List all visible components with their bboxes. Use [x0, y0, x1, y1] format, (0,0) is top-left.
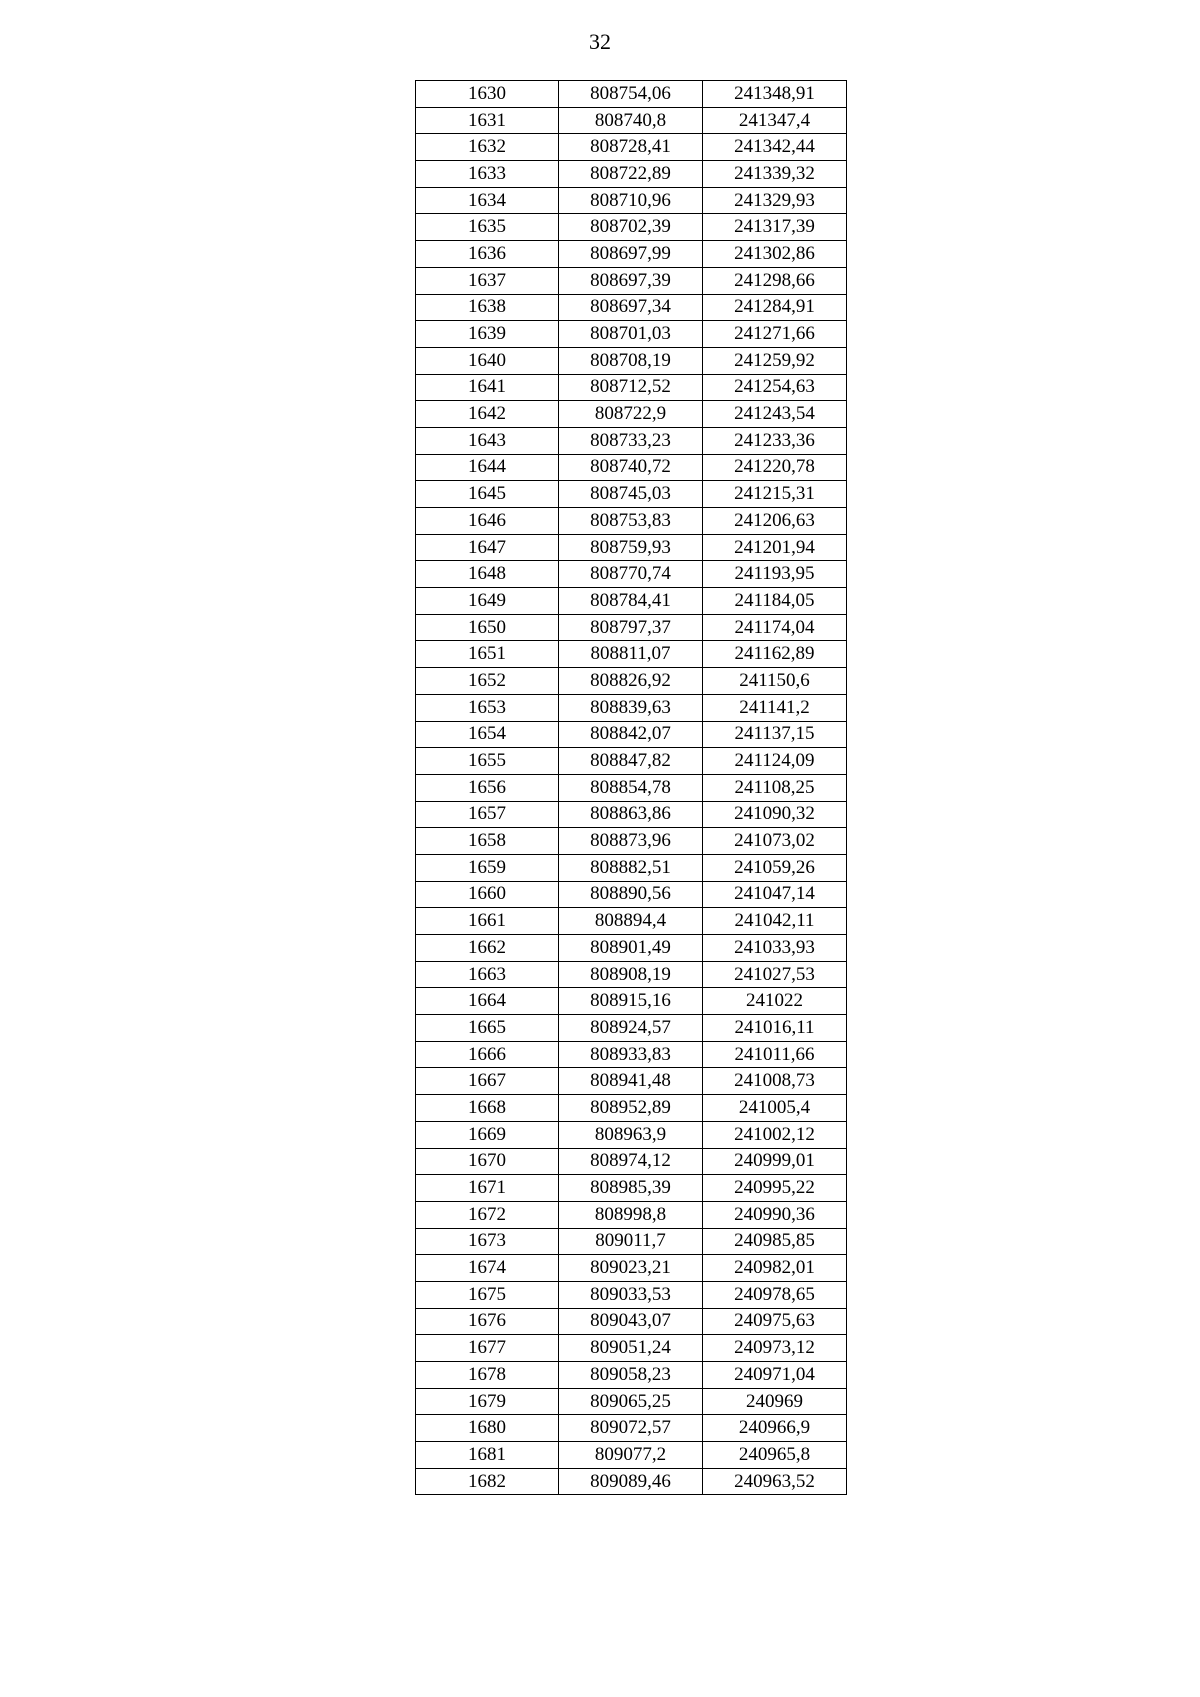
x-coordinate-cell: 808839,63 — [559, 694, 703, 721]
point-number-cell: 1639 — [416, 321, 559, 348]
x-coordinate-cell: 809065,25 — [559, 1388, 703, 1415]
point-number-cell: 1650 — [416, 614, 559, 641]
y-coordinate-cell: 241348,91 — [703, 81, 847, 108]
table-row — [416, 1148, 847, 1175]
x-coordinate-cell: 808863,86 — [559, 801, 703, 828]
point-number-cell: 1636 — [416, 241, 559, 268]
y-coordinate-cell: 241027,53 — [703, 961, 847, 988]
x-coordinate-cell: 808740,8 — [559, 107, 703, 134]
point-number-cell: 1632 — [416, 134, 559, 161]
y-coordinate-cell: 241329,93 — [703, 187, 847, 214]
y-coordinate-cell: 240999,01 — [703, 1148, 847, 1175]
table-row — [416, 1281, 847, 1308]
table-row — [416, 881, 847, 908]
point-number-cell: 1652 — [416, 668, 559, 695]
point-number-cell: 1651 — [416, 641, 559, 668]
x-coordinate-cell: 808985,39 — [559, 1175, 703, 1202]
x-coordinate-cell: 808901,49 — [559, 935, 703, 962]
point-number-cell: 1640 — [416, 347, 559, 374]
x-coordinate-cell: 808924,57 — [559, 1015, 703, 1042]
point-number-cell: 1679 — [416, 1388, 559, 1415]
table-row — [416, 1442, 847, 1469]
table-row — [416, 774, 847, 801]
point-number-cell: 1642 — [416, 401, 559, 428]
point-number-cell: 1673 — [416, 1228, 559, 1255]
y-coordinate-cell: 241137,15 — [703, 721, 847, 748]
table-row — [416, 1415, 847, 1442]
y-coordinate-cell: 241284,91 — [703, 294, 847, 321]
table-row — [416, 534, 847, 561]
point-number-cell: 1641 — [416, 374, 559, 401]
table-row — [416, 134, 847, 161]
point-number-cell: 1681 — [416, 1442, 559, 1469]
point-number-cell: 1659 — [416, 854, 559, 881]
x-coordinate-cell: 809072,57 — [559, 1415, 703, 1442]
table-row — [416, 1335, 847, 1362]
x-coordinate-cell: 808933,83 — [559, 1041, 703, 1068]
y-coordinate-cell: 241317,39 — [703, 214, 847, 241]
table-row — [416, 1362, 847, 1389]
y-coordinate-cell: 241016,11 — [703, 1015, 847, 1042]
table-row — [416, 721, 847, 748]
point-number-cell: 1682 — [416, 1468, 559, 1495]
table-body — [416, 81, 847, 1495]
table-row — [416, 1228, 847, 1255]
table-row — [416, 1095, 847, 1122]
table-row — [416, 641, 847, 668]
point-number-cell: 1653 — [416, 694, 559, 721]
y-coordinate-cell: 241022 — [703, 988, 847, 1015]
x-coordinate-cell: 808759,93 — [559, 534, 703, 561]
point-number-cell: 1647 — [416, 534, 559, 561]
point-number-cell: 1670 — [416, 1148, 559, 1175]
table-row — [416, 161, 847, 188]
point-number-cell: 1643 — [416, 427, 559, 454]
y-coordinate-cell: 241220,78 — [703, 454, 847, 481]
table-row — [416, 81, 847, 108]
y-coordinate-cell: 241008,73 — [703, 1068, 847, 1095]
point-number-cell: 1667 — [416, 1068, 559, 1095]
point-number-cell: 1663 — [416, 961, 559, 988]
table-row — [416, 614, 847, 641]
x-coordinate-cell: 808842,07 — [559, 721, 703, 748]
y-coordinate-cell: 240971,04 — [703, 1362, 847, 1389]
point-number-cell: 1678 — [416, 1362, 559, 1389]
table-row — [416, 1068, 847, 1095]
table-row — [416, 427, 847, 454]
x-coordinate-cell: 808882,51 — [559, 854, 703, 881]
y-coordinate-cell: 240982,01 — [703, 1255, 847, 1282]
table-row — [416, 1308, 847, 1335]
y-coordinate-cell: 241047,14 — [703, 881, 847, 908]
y-coordinate-cell: 241059,26 — [703, 854, 847, 881]
x-coordinate-cell: 808708,19 — [559, 347, 703, 374]
table-row — [416, 988, 847, 1015]
point-number-cell: 1672 — [416, 1201, 559, 1228]
point-number-cell: 1630 — [416, 81, 559, 108]
y-coordinate-cell: 240985,85 — [703, 1228, 847, 1255]
table-row — [416, 241, 847, 268]
x-coordinate-cell: 808915,16 — [559, 988, 703, 1015]
table-row — [416, 481, 847, 508]
x-coordinate-cell: 809077,2 — [559, 1442, 703, 1469]
y-coordinate-cell: 240969 — [703, 1388, 847, 1415]
table-row — [416, 961, 847, 988]
x-coordinate-cell: 808854,78 — [559, 774, 703, 801]
table-row — [416, 561, 847, 588]
x-coordinate-cell: 808733,23 — [559, 427, 703, 454]
point-number-cell: 1646 — [416, 508, 559, 535]
table-row — [416, 1175, 847, 1202]
table-row — [416, 1468, 847, 1495]
y-coordinate-cell: 241011,66 — [703, 1041, 847, 1068]
table-row — [416, 694, 847, 721]
y-coordinate-cell: 241302,86 — [703, 241, 847, 268]
x-coordinate-cell: 808701,03 — [559, 321, 703, 348]
table-row — [416, 1121, 847, 1148]
point-number-cell: 1677 — [416, 1335, 559, 1362]
point-number-cell: 1644 — [416, 454, 559, 481]
y-coordinate-cell: 241042,11 — [703, 908, 847, 935]
x-coordinate-cell: 808797,37 — [559, 614, 703, 641]
table-row — [416, 828, 847, 855]
y-coordinate-cell: 241193,95 — [703, 561, 847, 588]
point-number-cell: 1634 — [416, 187, 559, 214]
x-coordinate-cell: 808894,4 — [559, 908, 703, 935]
y-coordinate-cell: 241298,66 — [703, 267, 847, 294]
table-row — [416, 374, 847, 401]
x-coordinate-cell: 809043,07 — [559, 1308, 703, 1335]
y-coordinate-cell: 241201,94 — [703, 534, 847, 561]
x-coordinate-cell: 808728,41 — [559, 134, 703, 161]
point-number-cell: 1654 — [416, 721, 559, 748]
point-number-cell: 1660 — [416, 881, 559, 908]
point-number-cell: 1631 — [416, 107, 559, 134]
x-coordinate-cell: 808722,89 — [559, 161, 703, 188]
point-number-cell: 1668 — [416, 1095, 559, 1122]
y-coordinate-cell: 241184,05 — [703, 588, 847, 615]
point-number-cell: 1635 — [416, 214, 559, 241]
y-coordinate-cell: 241090,32 — [703, 801, 847, 828]
y-coordinate-cell: 241215,31 — [703, 481, 847, 508]
y-coordinate-cell: 241339,32 — [703, 161, 847, 188]
table-row — [416, 508, 847, 535]
y-coordinate-cell: 240990,36 — [703, 1201, 847, 1228]
table-row — [416, 454, 847, 481]
y-coordinate-cell: 241073,02 — [703, 828, 847, 855]
point-number-cell: 1661 — [416, 908, 559, 935]
x-coordinate-cell: 808697,99 — [559, 241, 703, 268]
y-coordinate-cell: 240963,52 — [703, 1468, 847, 1495]
x-coordinate-cell: 808710,96 — [559, 187, 703, 214]
point-number-cell: 1674 — [416, 1255, 559, 1282]
y-coordinate-cell: 241347,4 — [703, 107, 847, 134]
x-coordinate-cell: 809089,46 — [559, 1468, 703, 1495]
table-row — [416, 347, 847, 374]
point-number-cell: 1656 — [416, 774, 559, 801]
table-row — [416, 801, 847, 828]
x-coordinate-cell: 808908,19 — [559, 961, 703, 988]
x-coordinate-cell: 808754,06 — [559, 81, 703, 108]
point-number-cell: 1666 — [416, 1041, 559, 1068]
table-row — [416, 321, 847, 348]
y-coordinate-cell: 241033,93 — [703, 935, 847, 962]
x-coordinate-cell: 808847,82 — [559, 748, 703, 775]
x-coordinate-cell: 808998,8 — [559, 1201, 703, 1228]
point-number-cell: 1648 — [416, 561, 559, 588]
y-coordinate-cell: 240975,63 — [703, 1308, 847, 1335]
table-row — [416, 187, 847, 214]
point-number-cell: 1664 — [416, 988, 559, 1015]
x-coordinate-cell: 808745,03 — [559, 481, 703, 508]
x-coordinate-cell: 808753,83 — [559, 508, 703, 535]
point-number-cell: 1637 — [416, 267, 559, 294]
x-coordinate-cell: 808712,52 — [559, 374, 703, 401]
x-coordinate-cell: 809011,7 — [559, 1228, 703, 1255]
x-coordinate-cell: 808952,89 — [559, 1095, 703, 1122]
table-row — [416, 401, 847, 428]
x-coordinate-cell: 808974,12 — [559, 1148, 703, 1175]
x-coordinate-cell: 808784,41 — [559, 588, 703, 615]
x-coordinate-cell: 809051,24 — [559, 1335, 703, 1362]
y-coordinate-cell: 240995,22 — [703, 1175, 847, 1202]
point-number-cell: 1669 — [416, 1121, 559, 1148]
y-coordinate-cell: 240965,8 — [703, 1442, 847, 1469]
table-row — [416, 1201, 847, 1228]
y-coordinate-cell: 241141,2 — [703, 694, 847, 721]
y-coordinate-cell: 241254,63 — [703, 374, 847, 401]
point-number-cell: 1658 — [416, 828, 559, 855]
page-number: 32 — [589, 29, 611, 54]
point-number-cell: 1645 — [416, 481, 559, 508]
table-row — [416, 935, 847, 962]
point-number-cell: 1657 — [416, 801, 559, 828]
point-number-cell: 1665 — [416, 1015, 559, 1042]
point-number-cell: 1662 — [416, 935, 559, 962]
table-row — [416, 107, 847, 134]
table-row — [416, 854, 847, 881]
x-coordinate-cell: 808890,56 — [559, 881, 703, 908]
y-coordinate-cell: 241206,63 — [703, 508, 847, 535]
point-number-cell: 1655 — [416, 748, 559, 775]
table-row — [416, 1388, 847, 1415]
point-number-cell: 1671 — [416, 1175, 559, 1202]
y-coordinate-cell: 241002,12 — [703, 1121, 847, 1148]
x-coordinate-cell: 808873,96 — [559, 828, 703, 855]
table-row — [416, 668, 847, 695]
y-coordinate-cell: 240978,65 — [703, 1281, 847, 1308]
y-coordinate-cell: 241259,92 — [703, 347, 847, 374]
table-row — [416, 1041, 847, 1068]
x-coordinate-cell: 808770,74 — [559, 561, 703, 588]
x-coordinate-cell: 808702,39 — [559, 214, 703, 241]
point-number-cell: 1633 — [416, 161, 559, 188]
point-number-cell: 1680 — [416, 1415, 559, 1442]
point-number-cell: 1676 — [416, 1308, 559, 1335]
table-row — [416, 214, 847, 241]
y-coordinate-cell: 241108,25 — [703, 774, 847, 801]
y-coordinate-cell: 240973,12 — [703, 1335, 847, 1362]
y-coordinate-cell: 241233,36 — [703, 427, 847, 454]
x-coordinate-cell: 808811,07 — [559, 641, 703, 668]
x-coordinate-cell: 808826,92 — [559, 668, 703, 695]
table-row — [416, 908, 847, 935]
x-coordinate-cell: 808963,9 — [559, 1121, 703, 1148]
table-row — [416, 748, 847, 775]
table-row — [416, 588, 847, 615]
y-coordinate-cell: 240966,9 — [703, 1415, 847, 1442]
y-coordinate-cell: 241271,66 — [703, 321, 847, 348]
y-coordinate-cell: 241005,4 — [703, 1095, 847, 1122]
point-number-cell: 1638 — [416, 294, 559, 321]
x-coordinate-cell: 809058,23 — [559, 1362, 703, 1389]
table-row — [416, 267, 847, 294]
x-coordinate-cell: 808697,34 — [559, 294, 703, 321]
y-coordinate-cell: 241342,44 — [703, 134, 847, 161]
y-coordinate-cell: 241150,6 — [703, 668, 847, 695]
point-number-cell: 1675 — [416, 1281, 559, 1308]
table-row — [416, 1255, 847, 1282]
x-coordinate-cell: 808697,39 — [559, 267, 703, 294]
table-row — [416, 294, 847, 321]
table-row — [416, 1015, 847, 1042]
x-coordinate-cell: 809023,21 — [559, 1255, 703, 1282]
y-coordinate-cell: 241243,54 — [703, 401, 847, 428]
x-coordinate-cell: 808722,9 — [559, 401, 703, 428]
y-coordinate-cell: 241124,09 — [703, 748, 847, 775]
x-coordinate-cell: 808740,72 — [559, 454, 703, 481]
coordinates-table — [415, 80, 847, 1495]
y-coordinate-cell: 241174,04 — [703, 614, 847, 641]
x-coordinate-cell: 808941,48 — [559, 1068, 703, 1095]
point-number-cell: 1649 — [416, 588, 559, 615]
y-coordinate-cell: 241162,89 — [703, 641, 847, 668]
x-coordinate-cell: 809033,53 — [559, 1281, 703, 1308]
